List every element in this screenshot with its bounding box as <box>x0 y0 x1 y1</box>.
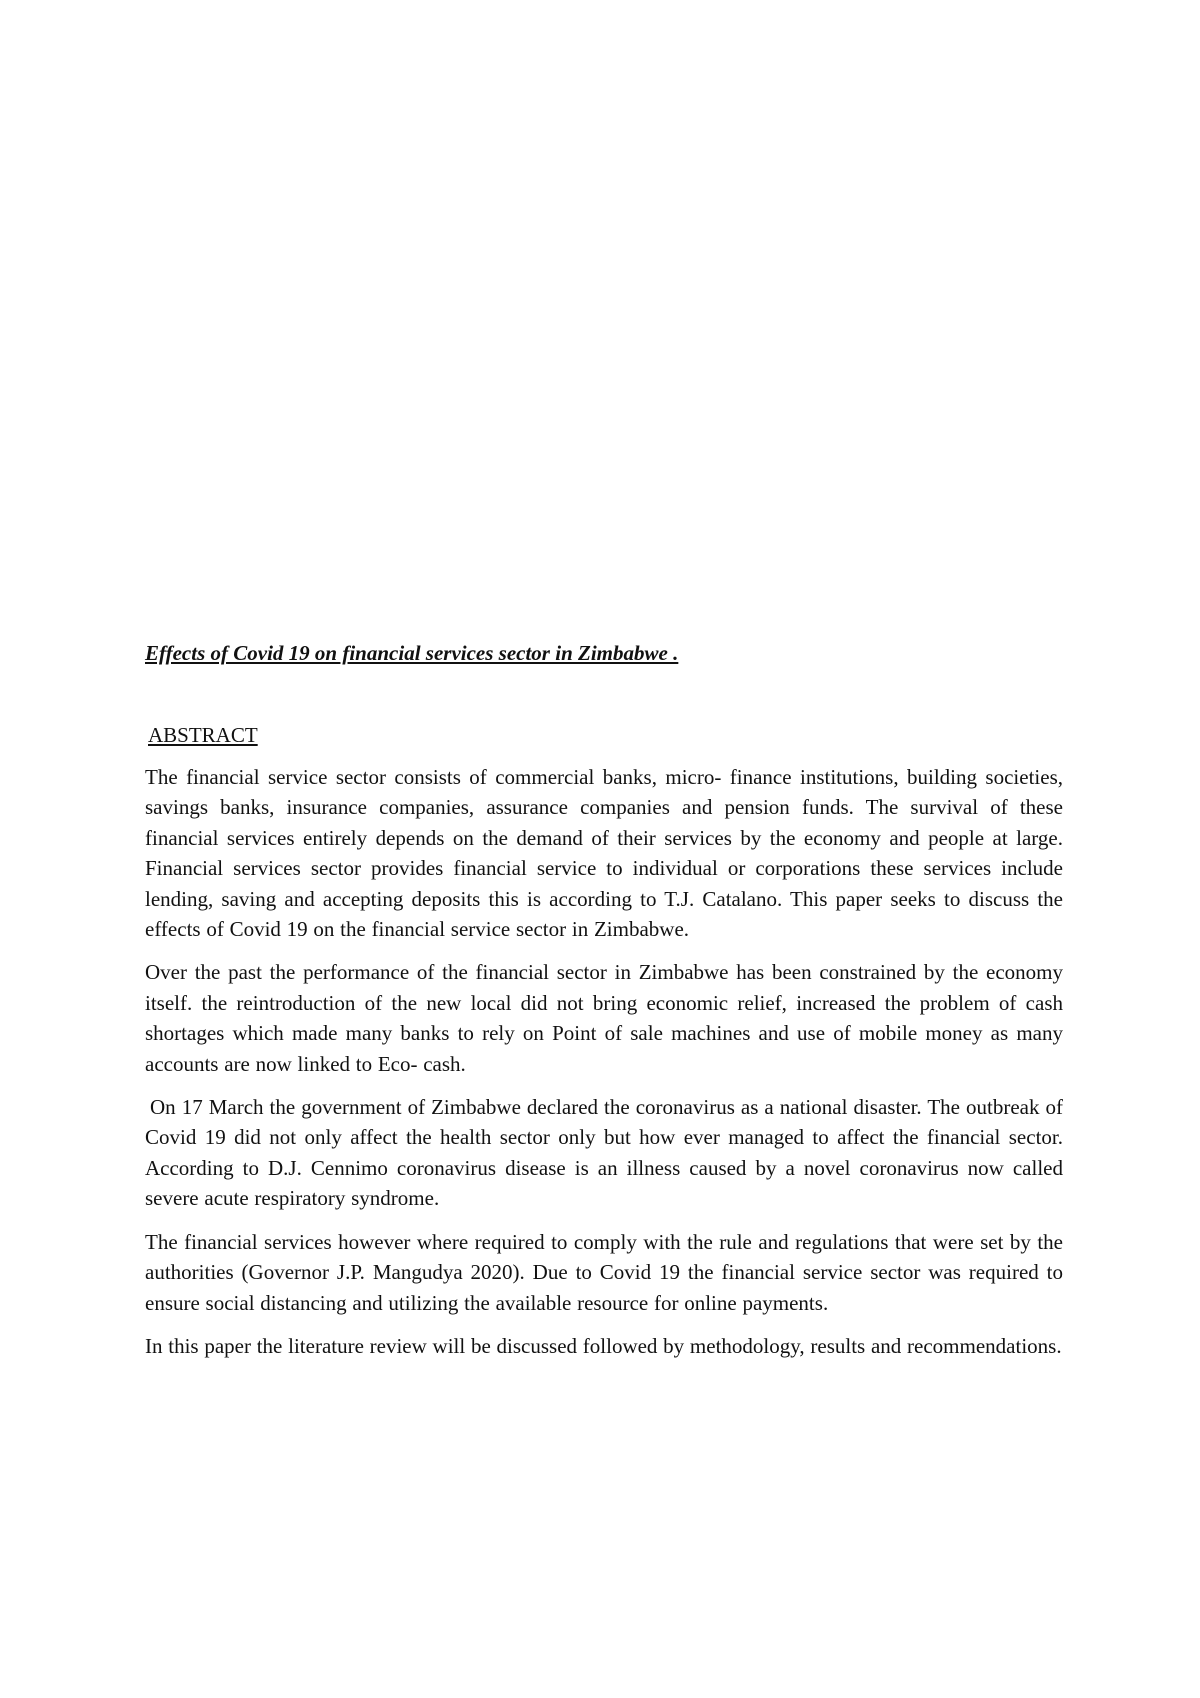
abstract-paragraph-5: In this paper the literature review will be discussed followed by methodology, results and recommendations. <box>145 1333 1062 1358</box>
document-title: Effects of Covid 19 on financial services sector in Zimbabwe . <box>145 641 679 665</box>
abstract-paragraph-2: Over the past the performance of the financial sector in Zimbabwe has been constrained by the economy itself. the reintroduction of the new local did not bring economic relief, increased the problem of cash shortages which made many banks to rely on Point of sale machines and use of mobile money as many accounts are now linked to Eco- cash. <box>145 960 1063 1076</box>
abstract-paragraph-3: On 17 March the government of Zimbabwe declared the coronavirus as a national disaster. The outbreak of Covid 19 did not only affect the health sector only but how ever managed to affect the financial sector. According to D.J. Cennimo coronavirus disease is an illness caused by a novel coronavirus now called severe acute respiratory syndrome. <box>145 1095 1063 1211</box>
abstract-paragraph-1: The financial service sector consists of commercial banks, micro- finance institutions, building societies, savings banks, insurance companies, assurance companies and pension funds. The survival of these financial services entirely depends on the demand of their services by the economy and people at large. Financial services sector provides financial service to individual or corporations these services include lending, saving and accepting deposits this is according to T.J. Catalano. This paper seeks to discuss the effects of Covid 19 on the financial service sector in Zimbabwe. <box>145 765 1063 942</box>
abstract-heading: ABSTRACT <box>148 723 258 747</box>
abstract-paragraph-4: The financial services however where required to comply with the rule and regulations that were set by the authorities (Governor J.P. Mangudya 2020). Due to Covid 19 the financial service sector was required to ensure social distancing and utilizing the available resource for online payments. <box>145 1229 1063 1315</box>
document-body <box>145 638 1063 1361</box>
